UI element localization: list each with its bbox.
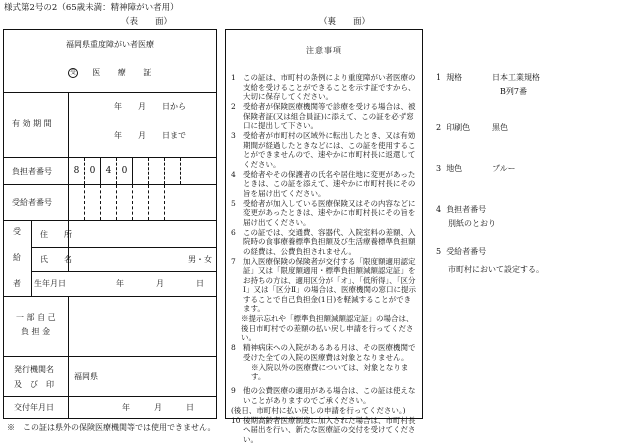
card-name xyxy=(4,68,216,78)
seal-mark: 受 xyxy=(70,70,77,76)
spec-number: 1 xyxy=(436,73,442,82)
gender-options: 男・女 xyxy=(188,255,212,264)
recipient-info-group xyxy=(4,221,216,297)
name-label: 氏 名 xyxy=(40,255,72,264)
document-form-number: 様式第2号の2（65歳未満：精神障がい者用） xyxy=(4,3,179,13)
note-number: 6 xyxy=(231,227,236,237)
spec-number: 2 xyxy=(436,123,442,132)
note-text: 受給者が保険医療機関等で診療を受ける場合は、被保険者証(又は組合員証)に添えて、この証を必ず窓口に提出して下さい。 xyxy=(243,102,416,131)
recipient-group-char: 受 xyxy=(13,227,21,236)
spec-item xyxy=(436,164,516,174)
card-front xyxy=(3,29,217,419)
note-text: 受給者が加入している医療保険又はその内容などに変更があったときは、速やかに市町村長にその旨を届け出てください。 xyxy=(243,198,416,227)
note-text: (後日、市町村に払い戻しの申請を行ってください。) xyxy=(231,405,406,415)
spec-value-2: B列7番 xyxy=(500,87,527,96)
issuer-row xyxy=(4,357,216,397)
note-item xyxy=(231,102,418,131)
copay-label: 負 担 金 xyxy=(21,327,51,336)
spec-label: 負担者番号 xyxy=(446,205,487,214)
note-item xyxy=(231,257,418,314)
note-item xyxy=(231,131,418,169)
card-name-text: 医 療 証 xyxy=(92,68,152,77)
spec-number: 4 xyxy=(436,205,442,214)
validity-from: 年 月 日から xyxy=(114,102,186,111)
payer-number-label: 負担者番号 xyxy=(12,167,52,176)
note-text: 他の公費医療の適用がある場合は、この証は使えないことがありますのでご承ください。 xyxy=(243,386,416,405)
spec-label: 受給者番号 xyxy=(446,247,487,256)
spec-value: 別紙のとおり xyxy=(448,219,496,228)
issue-date-label: 交付年月日 xyxy=(14,403,54,412)
spec-item xyxy=(436,73,540,83)
note-text: ※提示忘れや「標準負担額減額認定証」の場合は、後日市町村での差額の払い戻し申請を行ってください。 xyxy=(241,314,414,343)
note-item xyxy=(231,170,418,199)
note-subitem xyxy=(231,406,418,416)
payer-digit: 0 xyxy=(121,166,128,176)
payer-number-row xyxy=(4,158,216,185)
issuer-value: 福岡県 xyxy=(74,372,98,381)
spec-item xyxy=(436,205,486,215)
payer-digit: 0 xyxy=(89,166,96,176)
validity-row xyxy=(4,93,216,158)
spec-label: 地色 xyxy=(446,164,463,173)
spec-item xyxy=(436,247,486,257)
note-subitem xyxy=(231,314,418,343)
recipient-number-row xyxy=(4,185,216,221)
issuer-label: 発行機関名 xyxy=(14,365,54,374)
spec-label: 規格 xyxy=(446,73,463,82)
note-text: 加入医療保険の保険者が交付する「限度額適用認定証」又は「限度額適用・標準負担額減額認定証」をお持ちの方は、適用区分が「オ」、「低所得」、「区分Ⅰ」又は「区分Ⅱ」の場合は、医療機関の窓口に提示することで自己負担金(1日)を軽減することができます。 xyxy=(243,256,417,314)
footnote: ※ この証は県外の保険医療機関等では使用できません。 xyxy=(7,423,216,432)
birth-date-value: 年 月 日 xyxy=(116,279,204,288)
recipient-group-char: 者 xyxy=(13,279,21,288)
spec-value: 市町村において設定する。 xyxy=(448,265,544,274)
note-number: 7 xyxy=(231,256,236,266)
note-text: この証では、交通費、容器代、入院室料の差額、入院時の食事療養標準負担額及び生活療養標準負担額の経費は、公費負担されません。 xyxy=(243,227,416,256)
back-side-label: （裏 面） xyxy=(319,17,371,27)
note-number: 9 xyxy=(231,386,236,395)
spec-value: 日本工業規格 xyxy=(492,73,540,82)
notes-title: 注意事項 xyxy=(306,46,342,55)
address-label: 住 所 xyxy=(40,230,72,239)
issue-date-row xyxy=(4,397,216,418)
issuer-label: 及 び 印 xyxy=(14,380,54,389)
note-text: ※入院以外の医療費については、対象となります。 xyxy=(251,362,409,382)
birth-date-label: 生年月日 xyxy=(34,279,66,288)
notes-list xyxy=(231,73,418,445)
spec-item xyxy=(436,123,508,133)
validity-to: 年 月 日まで xyxy=(114,131,186,140)
note-item xyxy=(231,199,418,228)
spec-label: 印刷色 xyxy=(446,123,471,132)
spec-value: 黒色 xyxy=(492,123,508,132)
card-issuer-title: 福岡県重度障がい者医療 xyxy=(66,40,154,49)
note-text: 精神病床への入院があるある月は、その医療機関で受けた全ての入院の医療費は対象となりません。 xyxy=(243,343,416,362)
note-number: 8 xyxy=(231,343,236,353)
note-number: 10 xyxy=(231,415,241,425)
note-subitem xyxy=(231,363,418,382)
payer-digit: 8 xyxy=(73,166,80,176)
recipient-number-label: 受給者番号 xyxy=(12,198,52,207)
spec-number: 5 xyxy=(436,247,442,256)
spec-number: 3 xyxy=(436,164,442,173)
note-text: この証は、市町村の条例により重度障がい者医療の支給を受けることができることを示す証ですから、大切に保存してください。 xyxy=(243,73,416,102)
copay-label: 一 部 自 己 xyxy=(16,313,56,322)
validity-label: 有 効 期 間 xyxy=(12,119,52,128)
note-item xyxy=(231,228,418,257)
recipient-group-char: 給 xyxy=(13,253,21,262)
card-back xyxy=(225,29,423,444)
note-number: 4 xyxy=(231,169,236,179)
issue-date-value: 年 月 日 xyxy=(122,403,194,412)
note-text: 受給者やその保護者の氏名や居住地に変更があったときは、この証を添えて、速やかに市町村長にその旨を届け出てください。 xyxy=(243,169,416,198)
note-text: 受給者が市町村の区域外に転出したとき、又は有効期間が経過したときなどには、この証を使用することができませんので、速やかに市町村長に返還してください。 xyxy=(243,131,416,169)
copay-row xyxy=(4,297,216,357)
note-number: 3 xyxy=(231,131,236,141)
note-number: 5 xyxy=(231,198,236,208)
note-number: 2 xyxy=(231,102,236,112)
note-item xyxy=(231,386,418,405)
payer-digit: 4 xyxy=(105,166,112,176)
note-item xyxy=(231,416,418,445)
spec-value: ブルー xyxy=(492,164,516,173)
note-item xyxy=(231,73,418,102)
front-side-label: （表 面） xyxy=(121,17,173,27)
note-item xyxy=(231,343,418,362)
card-header xyxy=(4,30,216,93)
note-number: 1 xyxy=(231,73,236,82)
note-text: 後期高齢者医療制度に加入された場合は、市町村長へ届出を行い、新たな医療証の交付を受けてください。 xyxy=(243,415,416,444)
